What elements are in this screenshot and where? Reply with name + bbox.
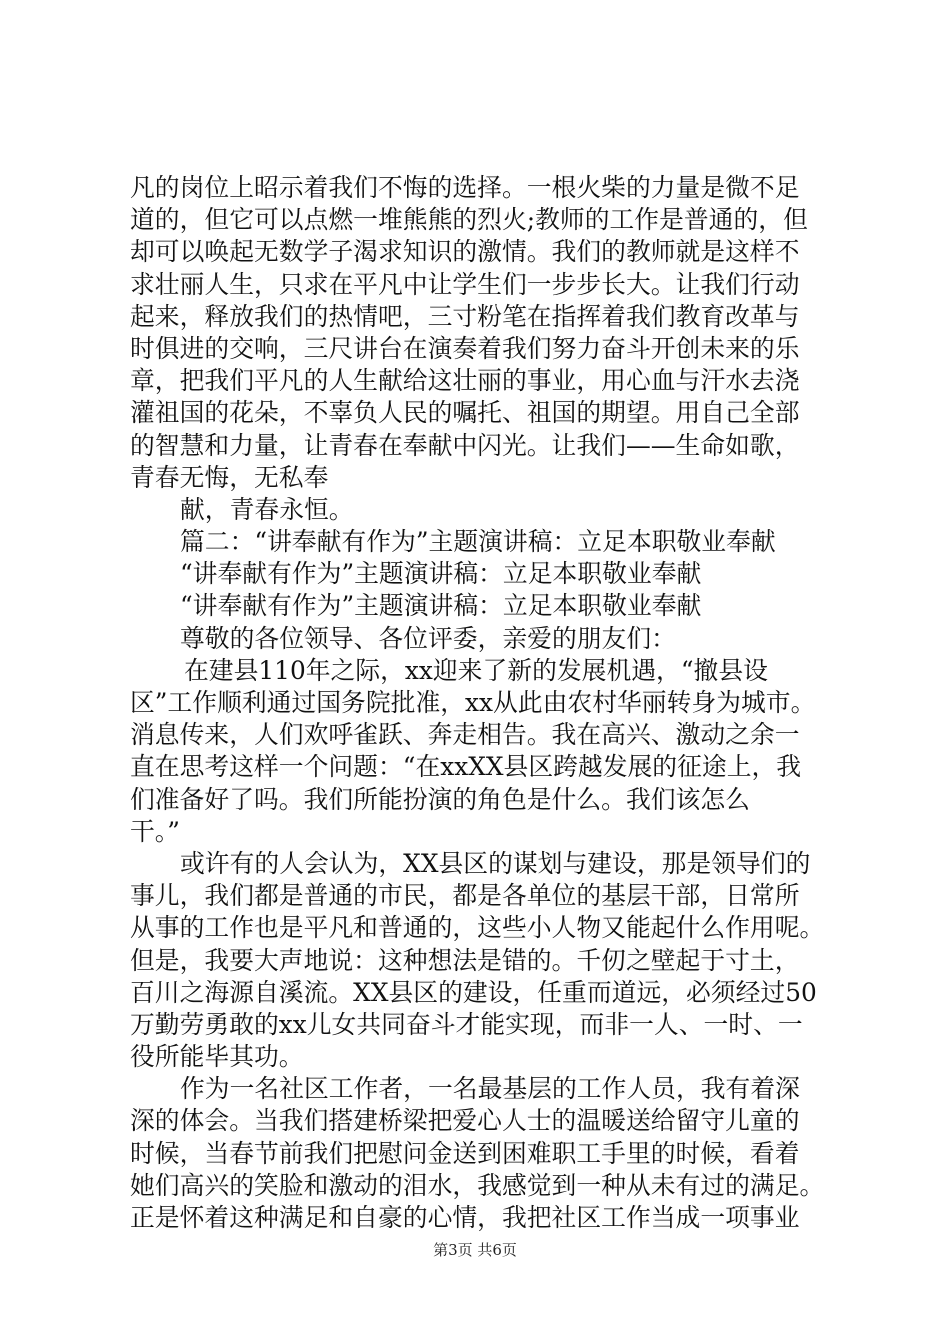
text-line: 区”工作顺利通过国务院批准，xx从此由农村华丽转身为城市。 xyxy=(130,688,816,717)
text-line: 时俱进的交响，三尺讲台在演奏着我们努力奋斗开创未来的乐 xyxy=(130,333,800,363)
text-line: 凡的岗位上昭示着我们不悔的选择。一根火柴的力量是微不足 xyxy=(130,173,800,202)
text-line: 深的体会。当我们搭建桥梁把爱心人士的温暖送给留守儿童的 xyxy=(130,1106,800,1136)
text-line: 干。” xyxy=(130,816,180,846)
text-line: 篇二：“讲奉献有作为”主题演讲稿：立足本职敬业奉献 xyxy=(180,527,776,557)
text-line: 她们高兴的笑脸和激动的泪水，我感觉到一种从未有过的满足。 xyxy=(130,1170,825,1200)
text-line: 却可以唤起无数学子渴求知识的激情。我们的教师就是这样不 xyxy=(130,237,800,267)
text-line: 求壮丽人生，只求在平凡中让学生们一步步长大。让我们行动 xyxy=(130,269,800,299)
text-line: 章，把我们平凡的人生献给这壮丽的事业，用心血与汗水去浇 xyxy=(130,366,800,396)
text-line: 起来，释放我们的热情吧，三寸粉笔在指挥着我们教育改革与 xyxy=(130,301,800,331)
text-line: 直在思考这样一个问题：“在xxXX县区跨越发展的征途上，我 xyxy=(130,752,802,782)
text-line: 或许有的人会认为，XX县区的谋划与建设，那是领导们的 xyxy=(180,848,811,878)
text-line: “讲奉献有作为”主题演讲稿：立足本职敬业奉献 xyxy=(180,591,702,621)
text-line: 万勤劳勇敢的xx儿女共同奋斗才能实现，而非一人、一时、一 xyxy=(130,1009,803,1039)
text-line: 消息传来，人们欢呼雀跃、奔走相告。我在高兴、激动之余一 xyxy=(130,720,800,750)
text-line: 事儿，我们都是普通的市民，都是各单位的基层干部，日常所 xyxy=(130,881,800,911)
page-footer: 第3页 共6页 xyxy=(433,1241,517,1259)
text-line: 役所能毕其功。 xyxy=(130,1042,304,1072)
text-line: 作为一名社区工作者，一名最基层的工作人员，我有着深 xyxy=(180,1074,800,1104)
text-line: 时候，当春节前我们把慰问金送到困难职工手里的时候，看着 xyxy=(130,1138,800,1168)
text-line: 献，青春永恒。 xyxy=(180,494,354,524)
document-body xyxy=(130,172,830,1234)
text-line: 在建县110年之际，xx迎来了新的发展机遇，“撤县设 xyxy=(184,655,768,685)
text-line: 的智慧和力量，让青春在奉献中闪光。让我们——生命如歌， xyxy=(130,430,800,460)
text-line: 百川之海源自溪流。XX县区的建设，任重而道远，必须经过50 xyxy=(130,977,817,1007)
text-line: 尊敬的各位领导、各位评委，亲爱的朋友们： xyxy=(180,623,676,653)
text-line: “讲奉献有作为”主题演讲稿：立足本职敬业奉献 xyxy=(180,559,702,589)
text-line: 青春无悔，无私奉 xyxy=(130,462,329,492)
text-line: 但是，我要大声地说：这种想法是错的。千仞之壁起于寸土， xyxy=(130,945,800,975)
text-line: 正是怀着这种满足和自豪的心情，我把社区工作当成一项事业 xyxy=(130,1203,800,1232)
text-line: 们准备好了吗。我们所能扮演的角色是什么。我们该怎么 xyxy=(130,784,750,814)
text-line: 从事的工作也是平凡和普通的，这些小人物又能起什么作用呢。 xyxy=(130,913,825,943)
text-line: 道的，但它可以点燃一堆熊熊的烈火;教师的工作是普通的，但 xyxy=(130,205,808,235)
text-line: 灌祖国的花朵，不辜负人民的嘱托、祖国的期望。用自己全部 xyxy=(130,398,800,428)
